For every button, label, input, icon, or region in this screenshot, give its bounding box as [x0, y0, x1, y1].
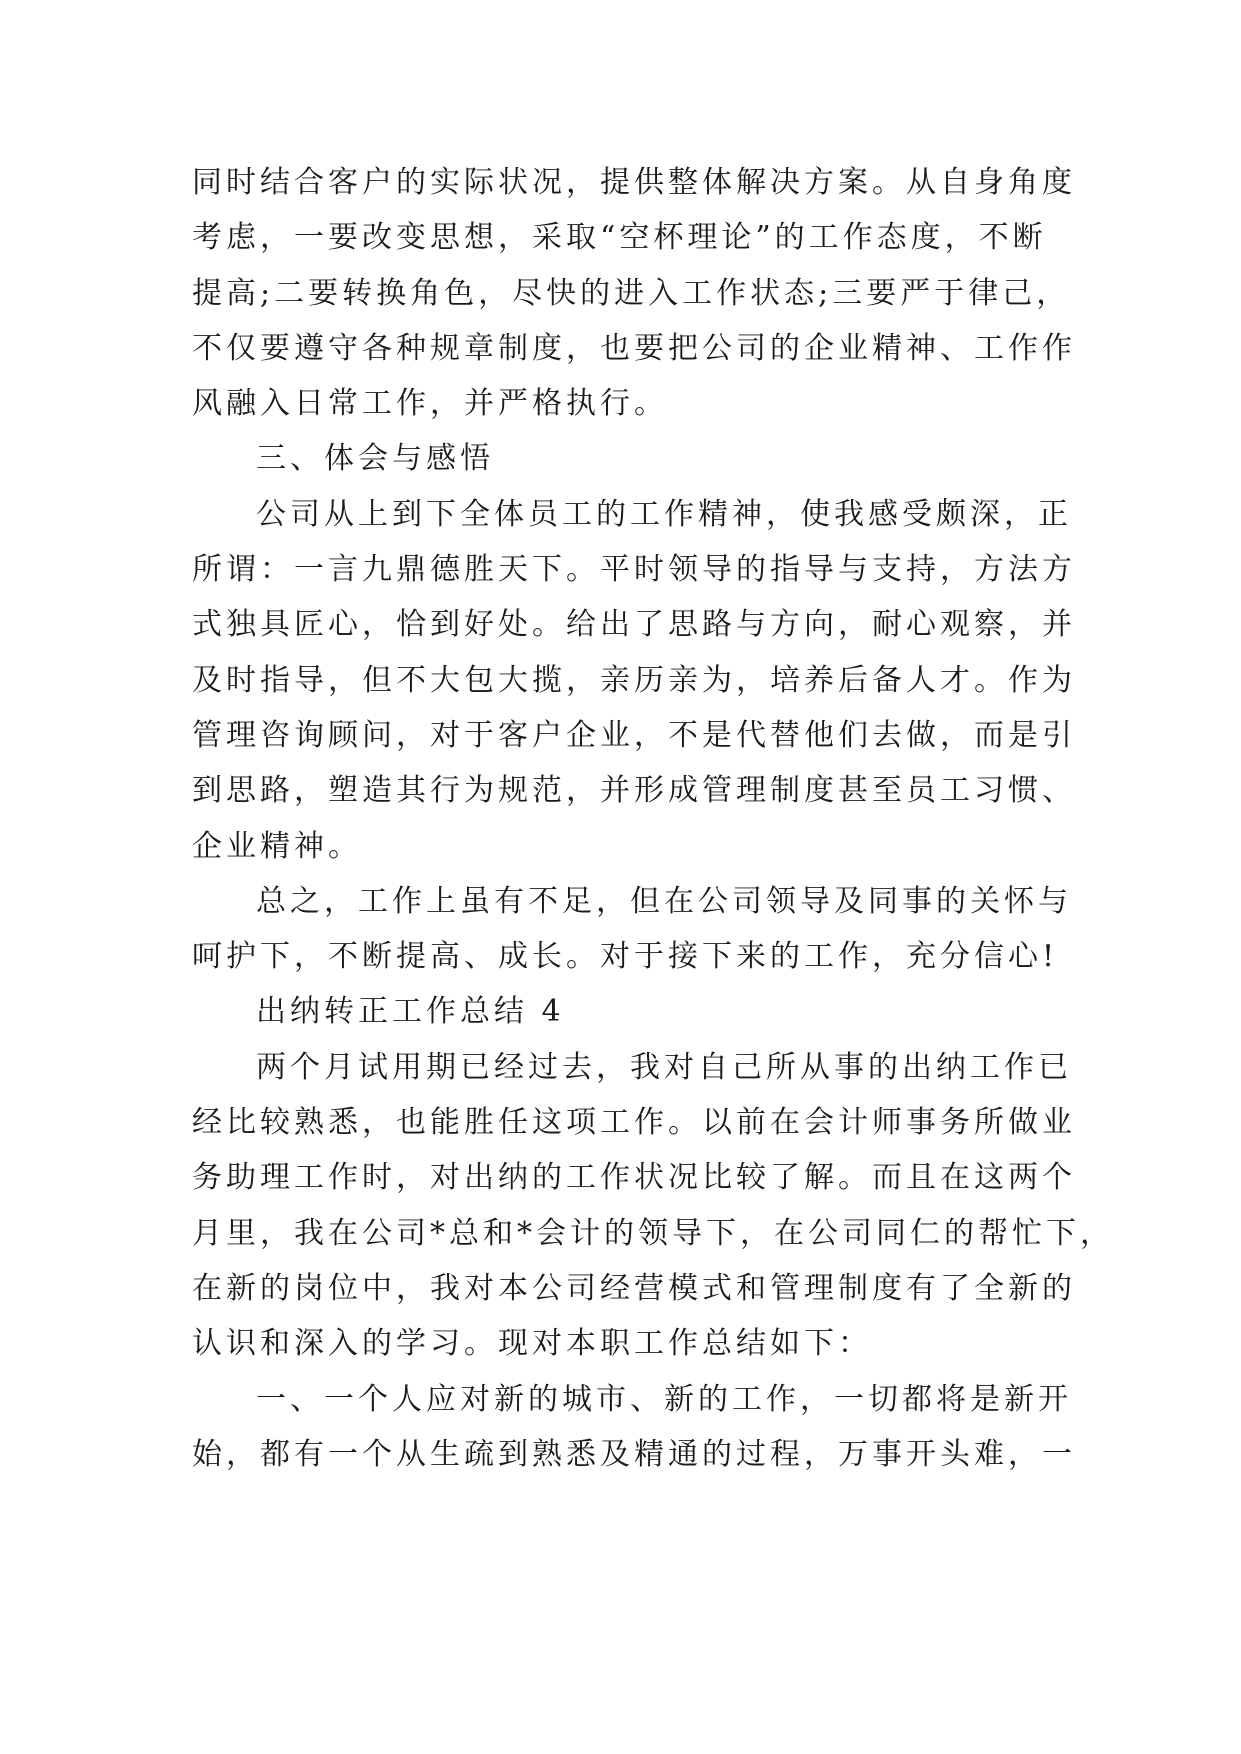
- text-line: 所谓：一言九鼎德胜天下。平时领导的指导与支持，方法方: [192, 552, 1076, 588]
- text-line: 一、一个人应对新的城市、新的工作，一切都将是新开: [256, 1381, 1072, 1417]
- document-body: [192, 155, 1114, 1482]
- text-line: 风融入日常工作，并严格执行。: [192, 386, 668, 422]
- text-line: 不仅要遵守各种规章制度，也要把公司的企业精神、工作作: [192, 330, 1076, 366]
- text-line: 总之，工作上虽有不足，但在公司领导及同事的关怀与: [256, 883, 1072, 919]
- section-title: 出纳转正工作总结 4: [256, 994, 565, 1030]
- text-line: 提高;二要转换角色，尽快的进入工作状态;三要严于律己，: [192, 275, 1071, 311]
- text-line: 经比较熟悉，也能胜任这项工作。以前在会计师事务所做业: [192, 1105, 1076, 1141]
- text-line: 及时指导，但不大包大揽，亲历亲为，培养后备人才。作为: [192, 662, 1076, 698]
- text-line: 企业精神。: [192, 828, 362, 864]
- text-line: 月里，我在公司*总和*会计的领导下，在公司同仁的帮忙下，: [192, 1215, 1114, 1251]
- text-line: 式独具匠心，恰到好处。给出了思路与方向，耐心观察，并: [192, 607, 1076, 643]
- text-line: 同时结合客户的实际状况，提供整体解决方案。从自身角度: [192, 165, 1076, 200]
- text-line: 考虑，一要改变思想，采取“空杯理论”的工作态度，不断: [192, 220, 1047, 256]
- text-line: 到思路，塑造其行为规范，并形成管理制度甚至员工习惯、: [192, 773, 1076, 809]
- text-line: 认识和深入的学习。现对本职工作总结如下：: [192, 1326, 872, 1362]
- text-line: 公司从上到下全体员工的工作精神，使我感受颇深，正: [256, 496, 1072, 532]
- text-line: 管理咨询顾问，对于客户企业，不是代替他们去做，而是引: [192, 717, 1076, 753]
- text-line: 两个月试用期已经过去，我对自己所从事的出纳工作已: [256, 1049, 1072, 1085]
- text-line: 务助理工作时，对出纳的工作状况比较了解。而且在这两个: [192, 1160, 1076, 1196]
- section-heading: 三、体会与感悟: [256, 441, 494, 477]
- text-line: 始，都有一个从生疏到熟悉及精通的过程，万事开头难，一: [192, 1436, 1076, 1472]
- text-line: 呵护下，不断提高、成长。对于接下来的工作，充分信心!: [192, 939, 1059, 975]
- text-line: 在新的岗位中，我对本公司经营模式和管理制度有了全新的: [192, 1270, 1076, 1306]
